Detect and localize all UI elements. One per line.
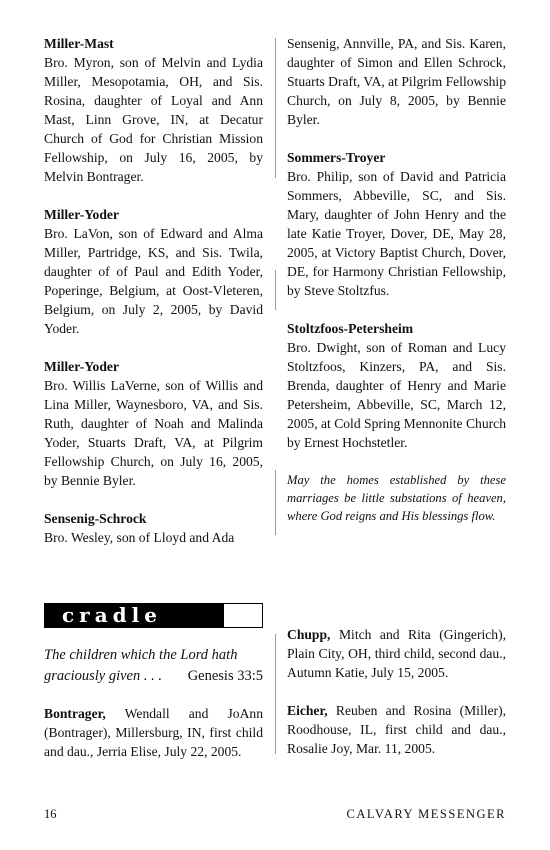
family-name: Chupp, — [287, 627, 331, 642]
family-name: Bontrager, — [44, 706, 106, 721]
birth-details: Reuben and Rosina (Miller), Roodhouse, IL, first child and dau., Rosalie Joy, Mar. 11, 2005. — [287, 703, 506, 756]
wedding-body: Bro. Dwight, son of Roman and Lucy Stoltzfoos, Kinzers, PA, and Sis. Brenda, daughter of Henry and Marie Petersheim, Abbeville, SC, March 12, 2005, at Cold Spring Mennonite Church by Ernest Hochstetler. — [287, 340, 506, 450]
birth-details: Mitch and Rita (Gingerich), Plain City, OH, third child, second dau., Autumn Katie, July 15, 2005. — [287, 627, 506, 680]
wedding-entry — [44, 357, 263, 490]
magazine-name: CALVARY MESSENGER — [346, 807, 506, 821]
column-divider — [275, 470, 276, 535]
wedding-body: Bro. Philip, son of David and Patricia Sommers, Abbeville, SC, and Sis. Mary, daughter of John Henry and the late Katie Troyer, Dover, DE, May 28, 2005, at Victory Baptist Church, Dover, DE, for Harmony Christian Fellowship, by Steve Stoltzfus. — [287, 169, 506, 298]
wedding-entry — [44, 205, 263, 338]
birth-details: Wendall and JoAnn (Bontrager), Millersburg, IN, first child and dau., Jerria Elise, July 22, 2005. — [44, 706, 263, 759]
page-number: 16 — [44, 807, 57, 821]
wedding-entry — [44, 34, 263, 186]
wedding-body: Bro. Willis LaVerne, son of Willis and Lina Miller, Waynesboro, VA, and Sis. Ruth, daughter of Noah and Malinda Yoder, Stuarts Draft, VA, at Pilgrim Fellowship Church, on July 16, 2005, by Bennie Byler. — [44, 378, 263, 488]
wedding-title: Sommers-Troyer — [287, 150, 386, 165]
wedding-title: Miller-Mast — [44, 36, 114, 51]
wedding-entry — [287, 148, 506, 300]
closing-blessing: May the homes established by these marriages be little substations of heaven, where God reigns and His blessings flow. — [287, 473, 506, 523]
cradle-roll-banner — [44, 603, 224, 652]
birth-entry — [287, 701, 506, 758]
wedding-entry — [287, 319, 506, 452]
column-divider — [275, 634, 276, 754]
cradle-roll-heading — [44, 603, 263, 652]
cradle-roll-left-column — [44, 645, 263, 780]
banner-outline — [224, 603, 263, 628]
wedding-title: Miller-Yoder — [44, 359, 119, 374]
weddings-right-column — [287, 34, 506, 525]
family-name: Eicher, — [287, 703, 328, 718]
column-divider — [275, 270, 276, 310]
wedding-title: Stoltzfoos-Petersheim — [287, 321, 414, 336]
section-title: cradle roll — [62, 603, 162, 652]
birth-entry — [287, 625, 506, 682]
cradle-roll-right-column — [287, 625, 506, 777]
scripture-verse — [44, 645, 263, 687]
wedding-entry — [44, 509, 263, 547]
wedding-body: Bro. Wesley, son of Lloyd and Ada — [44, 530, 235, 545]
verse-reference: Genesis 33:5 — [187, 668, 263, 684]
weddings-left-column — [44, 34, 263, 566]
wedding-title: Sensenig-Schrock — [44, 511, 147, 526]
wedding-body: Bro. LaVon, son of Edward and Alma Miller, Partridge, KS, and Sis. Twila, daughter of of Paul and Edith Yoder, Poperinge, Belgium, at Oost-Vleteren, Belgium, on July 2, 2005, by David Yoder. — [44, 226, 263, 336]
verse-text: The children which the Lord hath graciously given . . . — [44, 647, 238, 684]
wedding-body: Bro. Myron, son of Melvin and Lydia Miller, Mesopotamia, OH, and Sis. Rosina, daughter of Loyal and Ann Mast, Linn Grove, IN, at Decatur Church of God for Christian Mission Fellowship, on July 16, 2005, by Melvin Bontrager. — [44, 55, 263, 184]
wedding-continuation: Sensenig, Annville, PA, and Sis. Karen, daughter of Simon and Ellen Schrock, Stuarts Draft, VA, at Pilgrim Fellowship Church, on July 8, 2005, by Bennie Byler. — [287, 36, 506, 127]
wedding-title: Miller-Yoder — [44, 207, 119, 222]
birth-entry — [44, 704, 263, 761]
column-divider — [275, 38, 276, 178]
